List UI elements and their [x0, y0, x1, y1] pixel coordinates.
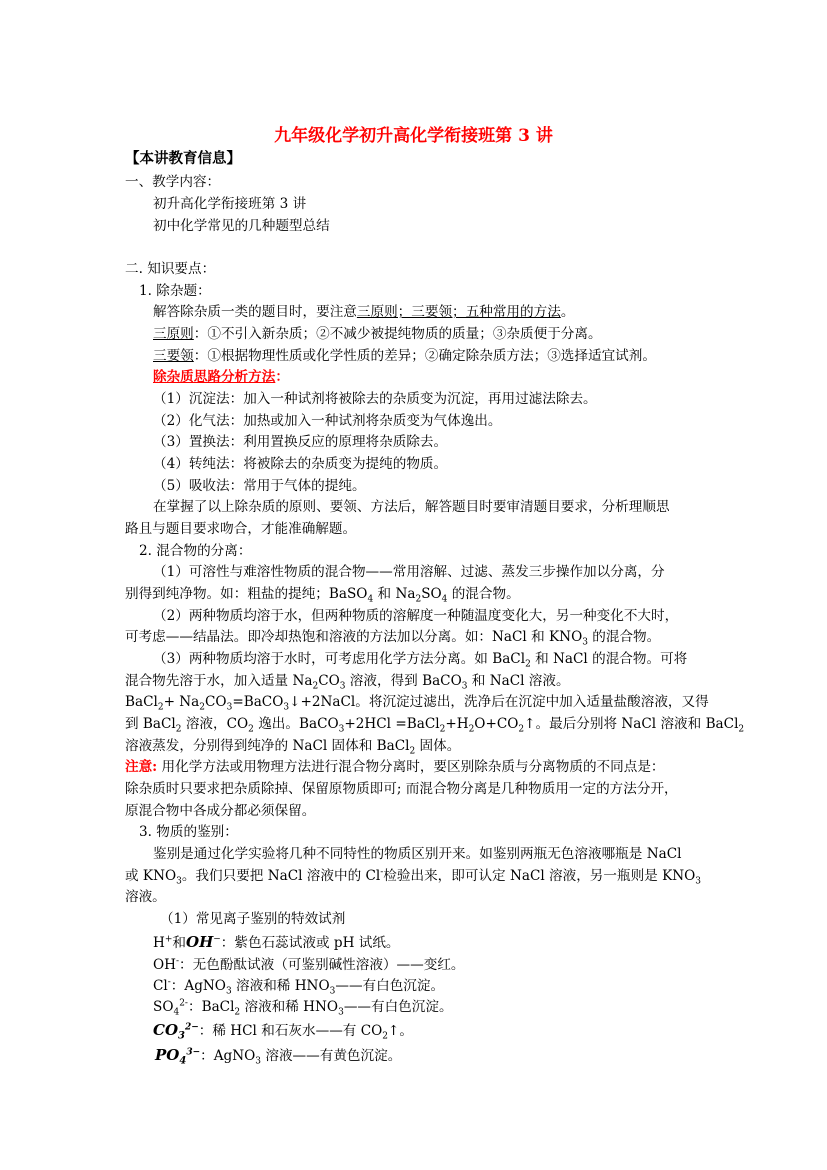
- ion-so4: $SO_4^{2-}$：BaCl$_2$ 溶液和稀 $HNO_3——$有白色沉淀。: [153, 998, 453, 1018]
- method-5: （5）吸收法：常用于气体的提纯。: [153, 478, 366, 494]
- ion-oh: OH-：无色酚酞试液（可鉴别碱性溶液）——变红。: [153, 956, 465, 973]
- note-label: 注意:: [125, 759, 158, 775]
- item-2-c-line-2: 混合物先溶于水，加入适量 $Na_2CO_3$ 溶液，得到 BaCO$_3$ 和 NaCl 溶液。: [125, 673, 570, 692]
- item-1-line-2: 三原则：①不引入新杂质；②不减少被提纯物质的质量；③杂质便于分离。: [153, 326, 602, 342]
- section-info-heading: 【本讲教育信息】: [125, 150, 241, 167]
- item-2-c-line-4: 到 BaCl$_2$ 溶液，$CO_2$ 逸出。BaCO$_3$+2HCl $=BaCl_2+H_2O+CO_2↑$。最后分别将 NaCl 溶液和 BaCl$_2$: [125, 716, 745, 735]
- item-1-heading: 1. 除杂题：: [139, 283, 211, 299]
- item-3-line-1: 鉴别是通过化学实验将几种不同特性的物质区别开来。如鉴别两瓶无色溶液哪瓶是 NaCl: [153, 846, 682, 862]
- item-2-a-line-2: 别得到纯净物。如：粗盐的提纯；BaSO$_4$ 和 $Na_2SO_4$ 的混合物。: [125, 586, 520, 605]
- section-1-heading: 一、教学内容：: [125, 174, 221, 190]
- item-2-b-line-2: 可考虑——结晶法。即冷却热饱和溶液的方法加以分离。如：NaCl 和 $KNO_3$ 的混合物。: [125, 629, 661, 648]
- method-2: （2）化气法：加热或加入一种试剂将杂质变为气体逸出。: [153, 413, 502, 429]
- section-1-line-2: 初中化学常见的几种题型总结: [153, 218, 330, 234]
- note-line-2: 除杂质时只要求把杂质除掉、保留原物质即可; 而混合物分离是几种物质用一定的方法分开，: [125, 781, 678, 797]
- item-2-heading: 2. 混合物的分离：: [139, 543, 252, 559]
- item-2-a-line-1: （1）可溶性与难溶性物质的混合物——常用溶解、过滤、蒸发三步操作加以分离，分: [153, 564, 665, 580]
- ion-co3: $CO_3^{2-}$：稀 HCl 和石灰水——有 $CO_2↑$。: [153, 1021, 413, 1042]
- item-2-b-line-1: （2）两种物质均溶于水，但两种物质的溶解度一种随温度变化大，另一种变化不大时，: [153, 608, 679, 624]
- item-2-c-line-3: BaCl$_2$+ $Na_2CO_3=BaCO_3↓+2NaCl$。将沉淀过滤出，洗净后在沉淀中加入适量盐酸溶液，又得: [125, 694, 709, 713]
- item-3-heading: 3. 物质的鉴别：: [139, 824, 238, 840]
- note-line-3: 原混合物中各成分都必须保留。: [125, 803, 316, 819]
- section-2-heading: 二. 知识要点：: [125, 261, 216, 277]
- item-1-summary-1: 在掌握了以上除杂质的原则、要领、方法后，解答题目时要审清题目要求，分析理顺思: [153, 499, 670, 515]
- note-line-1: 注意: 用化学方法或用物理方法进行混合物分离时，要区别除杂质与分离物质的不同点是：: [125, 759, 665, 775]
- item-2-c-line-5: 溶液蒸发，分别得到纯净的 NaCl 固体和 BaCl$_2$ 固体。: [125, 738, 461, 757]
- ion-cl: Cl-：AgNO$_3$ 溶液和稀 $HNO_3——$有白色沉淀。: [153, 977, 445, 997]
- item-3-line-2: 或 $KNO_3$。我们只要把 NaCl 溶液中的 Cl-检验出来，即可认定 NaCl 溶液，另一瓶则是 $KNO_3$: [125, 867, 702, 887]
- item-3-line-3: 溶液。: [125, 889, 166, 905]
- ion-po4: $PO_4^{3-}$：AgNO$_3$ 溶液——有黄色沉淀。: [155, 1046, 402, 1067]
- item-2-c-line-1: （3）两种物质均溶于水时，可考虑用化学方法分离。如 BaCl$_2$ 和 NaCl 的混合物。可将: [153, 651, 688, 670]
- ion-h-oh: H+和OH−：紫色石蕊试液或 pH 试纸。: [153, 933, 400, 951]
- method-1: （1）沉淀法：加入一种试剂将被除去的杂质变为沉淀，再用过滤法除去。: [153, 391, 597, 407]
- item-1-line-3: 三要领：①根据物理性质或化学性质的差异；②确定除杂质方法；③选择适宜试剂。: [153, 348, 656, 364]
- item-1-line-4: 除杂质思路分析方法：: [153, 369, 289, 385]
- item-1-summary-2: 路且与题目要求吻合，才能准确解题。: [125, 521, 357, 537]
- method-3: （3）置换法：利用置换反应的原理将杂质除去。: [153, 434, 448, 450]
- ion-reagent-subheading: （1）常见离子鉴别的特效试剂: [160, 911, 346, 927]
- item-1-line-1: 解答除杂质一类的题目时，要注意三原则；三要领；五种常用的方法。: [153, 304, 575, 320]
- document-title: 九年级化学初升高化学衔接班第 3 讲: [274, 126, 553, 146]
- method-4: （4）转纯法：将被除去的杂质变为提纯的物质。: [153, 456, 448, 472]
- section-1-line-1: 初升高化学衔接班第 3 讲: [153, 196, 307, 212]
